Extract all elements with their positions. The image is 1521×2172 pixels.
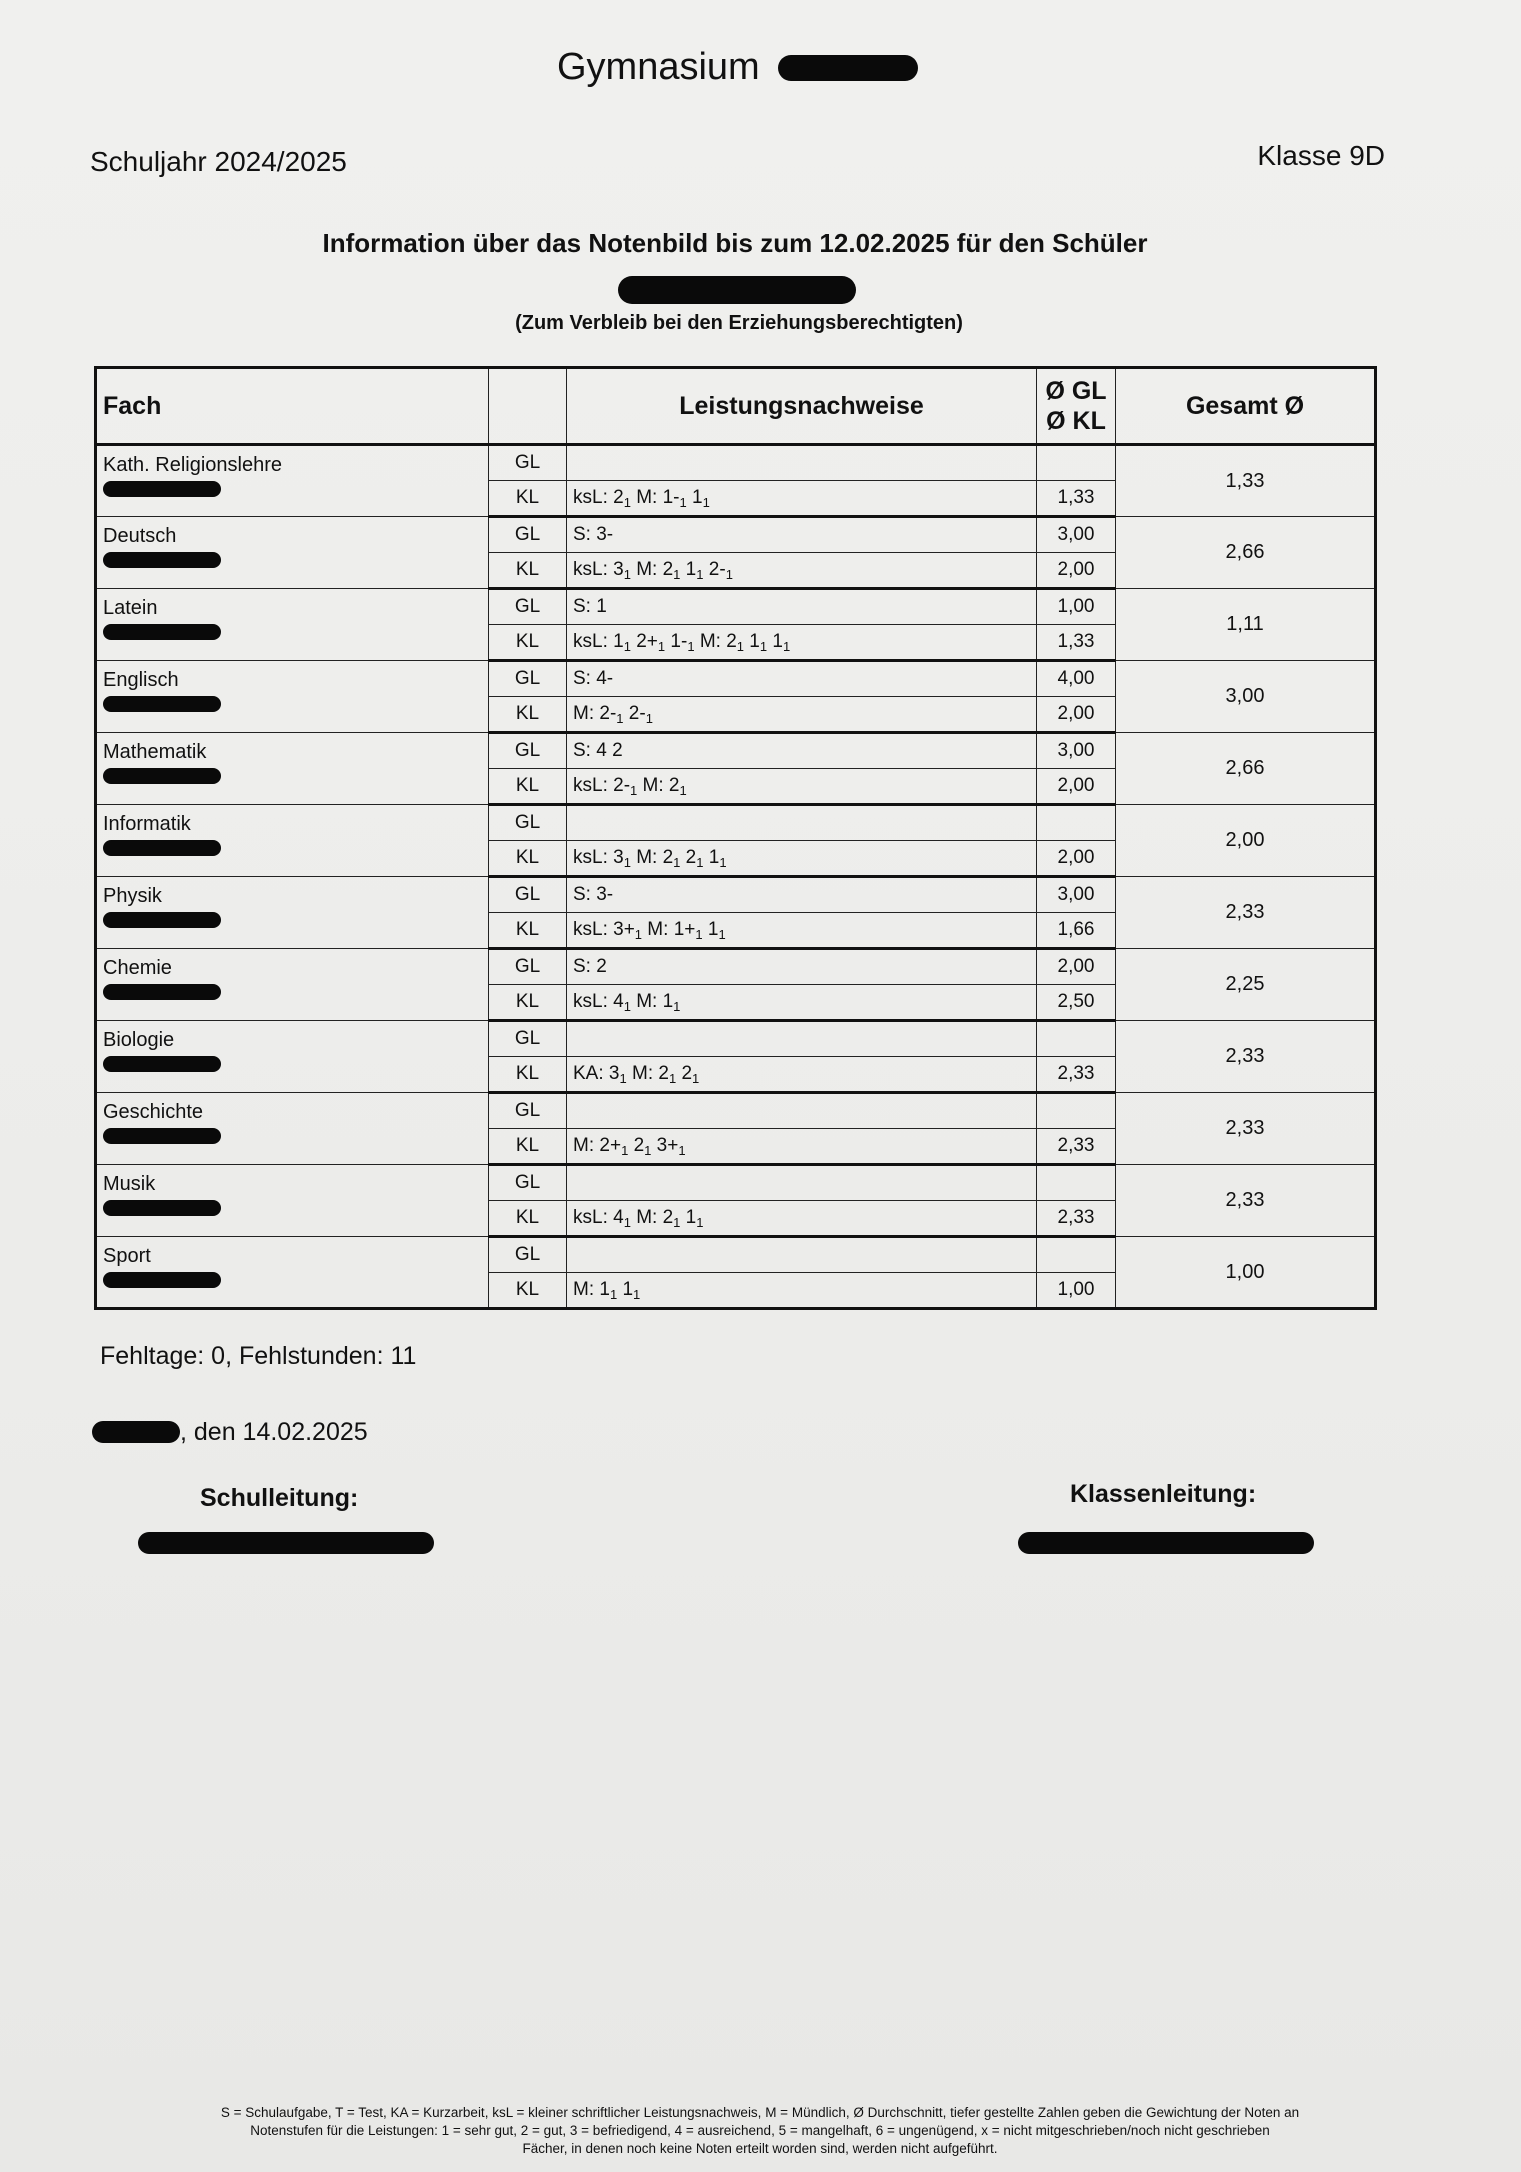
subject-cell	[96, 1237, 489, 1309]
grade-weight: 1	[782, 639, 791, 654]
gl-average	[1037, 1093, 1116, 1129]
grade-value: 1	[617, 1279, 634, 1300]
klassenleitung-signature-redaction	[1018, 1532, 1314, 1554]
gl-label: GL	[489, 1093, 567, 1129]
gl-average	[1037, 1237, 1116, 1273]
schulleitung-label: Schulleitung:	[200, 1484, 359, 1512]
kl-average: 1,66	[1037, 913, 1116, 949]
kl-average: 2,00	[1037, 841, 1116, 877]
gl-results	[567, 1093, 1037, 1129]
gl-average: 3,00	[1037, 733, 1116, 769]
subject-cell	[96, 949, 489, 1021]
header-leistungsnachweise: Leistungsnachweise	[567, 368, 1037, 445]
teacher-redaction	[103, 624, 221, 640]
grade-weight: 1	[719, 855, 727, 870]
grade-weight: 1	[673, 999, 681, 1014]
table-row	[96, 949, 1376, 985]
gl-results: S: 4 2	[567, 733, 1037, 769]
total-average: 3,00	[1116, 661, 1376, 733]
kl-label: KL	[489, 769, 567, 805]
grade-value: 1	[686, 487, 703, 508]
subject-name: Kath. Religionslehre	[103, 454, 282, 476]
kl-results	[567, 841, 1037, 877]
grade-value: M: 2	[630, 1207, 674, 1228]
subject-name: Musik	[103, 1173, 156, 1195]
place-date	[92, 1418, 368, 1447]
teacher-redaction	[103, 840, 221, 856]
school-name-text: Gymnasium	[557, 46, 760, 88]
subject-cell	[96, 661, 489, 733]
table-row	[96, 1021, 1376, 1057]
grade-value: ksL: 2-	[573, 775, 631, 796]
kl-results	[567, 697, 1037, 733]
grade-weight: 1	[725, 567, 733, 582]
gl-label: GL	[489, 949, 567, 985]
subject-cell	[96, 589, 489, 661]
subject-name: Deutsch	[103, 525, 177, 547]
kl-results	[567, 1129, 1037, 1165]
grade-value: M: 2	[694, 631, 737, 652]
total-average: 1,33	[1116, 445, 1376, 517]
kl-average: 2,33	[1037, 1057, 1116, 1093]
grade-weight: 1	[645, 711, 653, 726]
grade-weight: 1	[621, 1143, 629, 1158]
kl-label: KL	[489, 625, 567, 661]
grade-weight: 1	[644, 1143, 652, 1158]
grade-weight: 1	[657, 639, 666, 654]
kl-average: 2,33	[1037, 1201, 1116, 1237]
grade-weight: 1	[609, 1287, 618, 1302]
school-title	[557, 46, 918, 89]
table-row	[96, 805, 1376, 841]
schulleitung-signature-redaction	[138, 1532, 434, 1554]
gl-results: S: 4-	[567, 661, 1037, 697]
grade-value: M: 1+	[642, 919, 696, 940]
grade-value: 2-	[623, 703, 646, 724]
grade-weight: 1	[687, 639, 695, 654]
klassenleitung-label: Klassenleitung:	[1070, 1480, 1257, 1508]
grade-weight: 1	[673, 855, 681, 870]
teacher-redaction	[103, 552, 221, 568]
subject-cell	[96, 877, 489, 949]
grade-weight: 1	[623, 495, 631, 510]
kl-results	[567, 1057, 1037, 1093]
gl-average: 1,00	[1037, 589, 1116, 625]
gl-results	[567, 1021, 1037, 1057]
kl-results	[567, 769, 1037, 805]
kl-results	[567, 913, 1037, 949]
student-name-redaction	[618, 276, 856, 304]
total-average: 1,00	[1116, 1237, 1376, 1309]
gl-results	[567, 805, 1037, 841]
header-gesamt: Gesamt Ø	[1116, 368, 1376, 445]
gl-label: GL	[489, 445, 567, 481]
place-redaction	[92, 1421, 180, 1443]
grade-weight: 1	[623, 567, 631, 582]
kl-label: KL	[489, 697, 567, 733]
grade-value: ksL: 2	[573, 487, 624, 508]
gl-label: GL	[489, 1165, 567, 1201]
header-typ	[489, 368, 567, 445]
grade-value: M: 1	[573, 1279, 610, 1300]
subject-name: Biologie	[103, 1029, 175, 1051]
table-row	[96, 1093, 1376, 1129]
total-average: 2,33	[1116, 877, 1376, 949]
grade-value: 1	[680, 1207, 697, 1228]
gl-label: GL	[489, 661, 567, 697]
teacher-redaction	[103, 912, 221, 928]
gl-results: S: 2	[567, 949, 1037, 985]
total-average: 2,66	[1116, 517, 1376, 589]
subject-cell	[96, 517, 489, 589]
verbleib-note: (Zum Verbleib bei den Erziehungsberechtigten)	[515, 312, 963, 334]
gl-results: S: 3-	[567, 877, 1037, 913]
grade-value: 1	[703, 847, 720, 868]
kl-results	[567, 481, 1037, 517]
kl-label: KL	[489, 913, 567, 949]
kl-average: 1,00	[1037, 1273, 1116, 1309]
teacher-redaction	[103, 1272, 221, 1288]
grade-value: M: 2-	[573, 703, 617, 724]
table-row	[96, 445, 1376, 481]
kl-average: 2,00	[1037, 553, 1116, 589]
kl-results	[567, 1201, 1037, 1237]
grade-value: M: 1	[630, 991, 674, 1012]
kl-results	[567, 1273, 1037, 1309]
table-row	[96, 1237, 1376, 1273]
gl-average	[1037, 805, 1116, 841]
kl-average: 1,33	[1037, 625, 1116, 661]
grade-value: M: 2	[637, 775, 680, 796]
grade-weight: 1	[696, 567, 704, 582]
total-average: 2,00	[1116, 805, 1376, 877]
absence-summary: Fehltage: 0, Fehlstunden: 11	[100, 1342, 417, 1370]
grade-weight: 1	[673, 567, 681, 582]
grade-value: ksL: 4	[573, 991, 624, 1012]
teacher-redaction	[103, 1200, 221, 1216]
kl-label: KL	[489, 841, 567, 877]
grade-value: M: 2	[630, 847, 674, 868]
gl-label: GL	[489, 589, 567, 625]
kl-average: 2,00	[1037, 769, 1116, 805]
grade-value: ksL: 4	[573, 1207, 624, 1228]
teacher-redaction	[103, 696, 221, 712]
grade-value: 2	[680, 847, 697, 868]
total-average: 2,25	[1116, 949, 1376, 1021]
teacher-redaction	[103, 984, 221, 1000]
table-row	[96, 1165, 1376, 1201]
total-average: 2,33	[1116, 1093, 1376, 1165]
gl-results: S: 3-	[567, 517, 1037, 553]
grade-value: 1-	[665, 631, 688, 652]
grade-weight: 1	[630, 783, 638, 798]
grade-weight: 1	[623, 999, 631, 1014]
gl-label: GL	[489, 517, 567, 553]
total-average: 2,66	[1116, 733, 1376, 805]
legend-line-3: Fächer, in denen noch keine Noten erteilt worden sind, werden nicht aufgeführt.	[522, 2141, 998, 2156]
kl-label: KL	[489, 553, 567, 589]
gl-label: GL	[489, 1021, 567, 1057]
gl-label: GL	[489, 1237, 567, 1273]
kl-results	[567, 553, 1037, 589]
grade-weight: 1	[718, 927, 726, 942]
table-row	[96, 661, 1376, 697]
header-fach: Fach	[96, 368, 489, 445]
teacher-redaction	[103, 768, 221, 784]
grade-value: 1	[767, 631, 783, 652]
grade-weight: 1	[634, 927, 643, 942]
grade-weight: 1	[695, 927, 703, 942]
legend-line-2: Notenstufen für die Leistungen: 1 = sehr gut, 2 = gut, 3 = befriedigend, 4 = ausreichend, 5 = mangelhaft, 6 = ungenügend, x = nicht mitgeschrieben/noch nicht geschrieben	[250, 2123, 1270, 2138]
gl-results: S: 1	[567, 589, 1037, 625]
table-row	[96, 877, 1376, 913]
teacher-redaction	[103, 1128, 221, 1144]
kl-average: 2,33	[1037, 1129, 1116, 1165]
subject-cell	[96, 1021, 489, 1093]
grade-value: ksL: 3	[573, 559, 624, 580]
gl-average: 2,00	[1037, 949, 1116, 985]
subject-name: Latein	[103, 597, 158, 619]
grade-value: M: 2+	[573, 1135, 622, 1156]
kl-label: KL	[489, 481, 567, 517]
subject-cell	[96, 445, 489, 517]
grade-weight: 1	[623, 1215, 631, 1230]
gl-average: 3,00	[1037, 517, 1116, 553]
kl-label: KL	[489, 1129, 567, 1165]
grade-value: M: 1-	[630, 487, 680, 508]
subject-name: Informatik	[103, 813, 191, 835]
grade-value: 2-	[703, 559, 726, 580]
gl-average: 3,00	[1037, 877, 1116, 913]
subject-name: Geschichte	[103, 1101, 204, 1123]
grade-value: 2	[628, 1135, 645, 1156]
grades-table	[94, 366, 1377, 1310]
gl-label: GL	[489, 877, 567, 913]
table-row	[96, 517, 1376, 553]
grade-weight: 1	[696, 855, 704, 870]
class-label: Klasse 9D	[1257, 140, 1385, 171]
grade-weight: 1	[696, 1215, 704, 1230]
subject-cell	[96, 1165, 489, 1237]
grade-value: KA: 3	[573, 1063, 620, 1084]
subject-cell	[96, 733, 489, 805]
grade-weight: 1	[702, 495, 710, 510]
table-row	[96, 733, 1376, 769]
grade-weight: 1	[619, 1071, 627, 1086]
grade-value: 1	[680, 559, 697, 580]
kl-label: KL	[489, 1057, 567, 1093]
subject-name: Englisch	[103, 669, 179, 691]
grade-weight: 1	[623, 639, 631, 654]
subject-cell	[96, 805, 489, 877]
grade-value: 1	[744, 631, 760, 652]
subject-name: Chemie	[103, 957, 172, 979]
legend	[110, 2104, 1410, 2158]
grade-weight: 1	[679, 495, 687, 510]
table-header-row	[96, 368, 1376, 445]
grade-weight: 1	[759, 639, 768, 654]
kl-results	[567, 985, 1037, 1021]
grade-weight: 1	[616, 711, 624, 726]
grade-weight: 1	[679, 783, 687, 798]
total-average: 2,33	[1116, 1165, 1376, 1237]
kl-average: 2,50	[1037, 985, 1116, 1021]
table-row	[96, 589, 1376, 625]
kl-results	[567, 625, 1037, 661]
gl-average	[1037, 445, 1116, 481]
teacher-redaction	[103, 481, 221, 497]
grade-weight: 1	[668, 1071, 677, 1086]
grade-value: 2+	[630, 631, 658, 652]
header-avg-gl: Ø GL	[1045, 377, 1107, 405]
gl-average: 4,00	[1037, 661, 1116, 697]
total-average: 1,11	[1116, 589, 1376, 661]
grade-value: ksL: 3+	[573, 919, 635, 940]
subject-cell	[96, 1093, 489, 1165]
kl-average: 1,33	[1037, 481, 1116, 517]
redaction-mark	[778, 55, 918, 81]
gl-results	[567, 1237, 1037, 1273]
grade-value: M: 2	[630, 559, 674, 580]
kl-label: KL	[489, 985, 567, 1021]
grade-weight: 1	[623, 855, 631, 870]
subject-name: Mathematik	[103, 741, 207, 763]
grade-weight: 1	[673, 1215, 681, 1230]
grade-weight: 1	[678, 1143, 686, 1158]
info-title: Information über das Notenbild bis zum 12.02.2025 für den Schüler	[322, 228, 1148, 258]
gl-average	[1037, 1021, 1116, 1057]
legend-line-1: S = Schulaufgabe, T = Test, KA = Kurzarbeit, ksL = kleiner schriftlicher Leistungsnachweis, M = Mündlich, Ø Durchschnitt, tiefer gestellte Zahlen geben die Gewichtung der Noten an	[220, 2105, 1300, 2120]
grade-weight: 1	[633, 1287, 641, 1302]
grade-value: 2	[676, 1063, 693, 1084]
header-avg-kl: Ø KL	[1046, 407, 1106, 435]
grade-value: 1	[702, 919, 719, 940]
grade-value: ksL: 3	[573, 847, 624, 868]
kl-label: KL	[489, 1201, 567, 1237]
total-average: 2,33	[1116, 1021, 1376, 1093]
grade-value: 3+	[651, 1135, 679, 1156]
gl-results	[567, 1165, 1037, 1201]
gl-average	[1037, 1165, 1116, 1201]
gl-label: GL	[489, 733, 567, 769]
header-averages	[1037, 368, 1116, 445]
gl-results	[567, 445, 1037, 481]
subject-name: Physik	[103, 885, 162, 907]
school-year: Schuljahr 2024/2025	[90, 146, 347, 177]
grade-value: ksL: 1	[573, 631, 624, 652]
date-text: , den 14.02.2025	[180, 1418, 368, 1446]
grade-value: M: 2	[626, 1063, 669, 1084]
kl-label: KL	[489, 1273, 567, 1309]
kl-average: 2,00	[1037, 697, 1116, 733]
gl-label: GL	[489, 805, 567, 841]
grade-weight: 1	[692, 1071, 700, 1086]
teacher-redaction	[103, 1056, 221, 1072]
grade-weight: 1	[736, 639, 745, 654]
subject-name: Sport	[103, 1245, 151, 1267]
grades-table-body	[96, 445, 1376, 1309]
